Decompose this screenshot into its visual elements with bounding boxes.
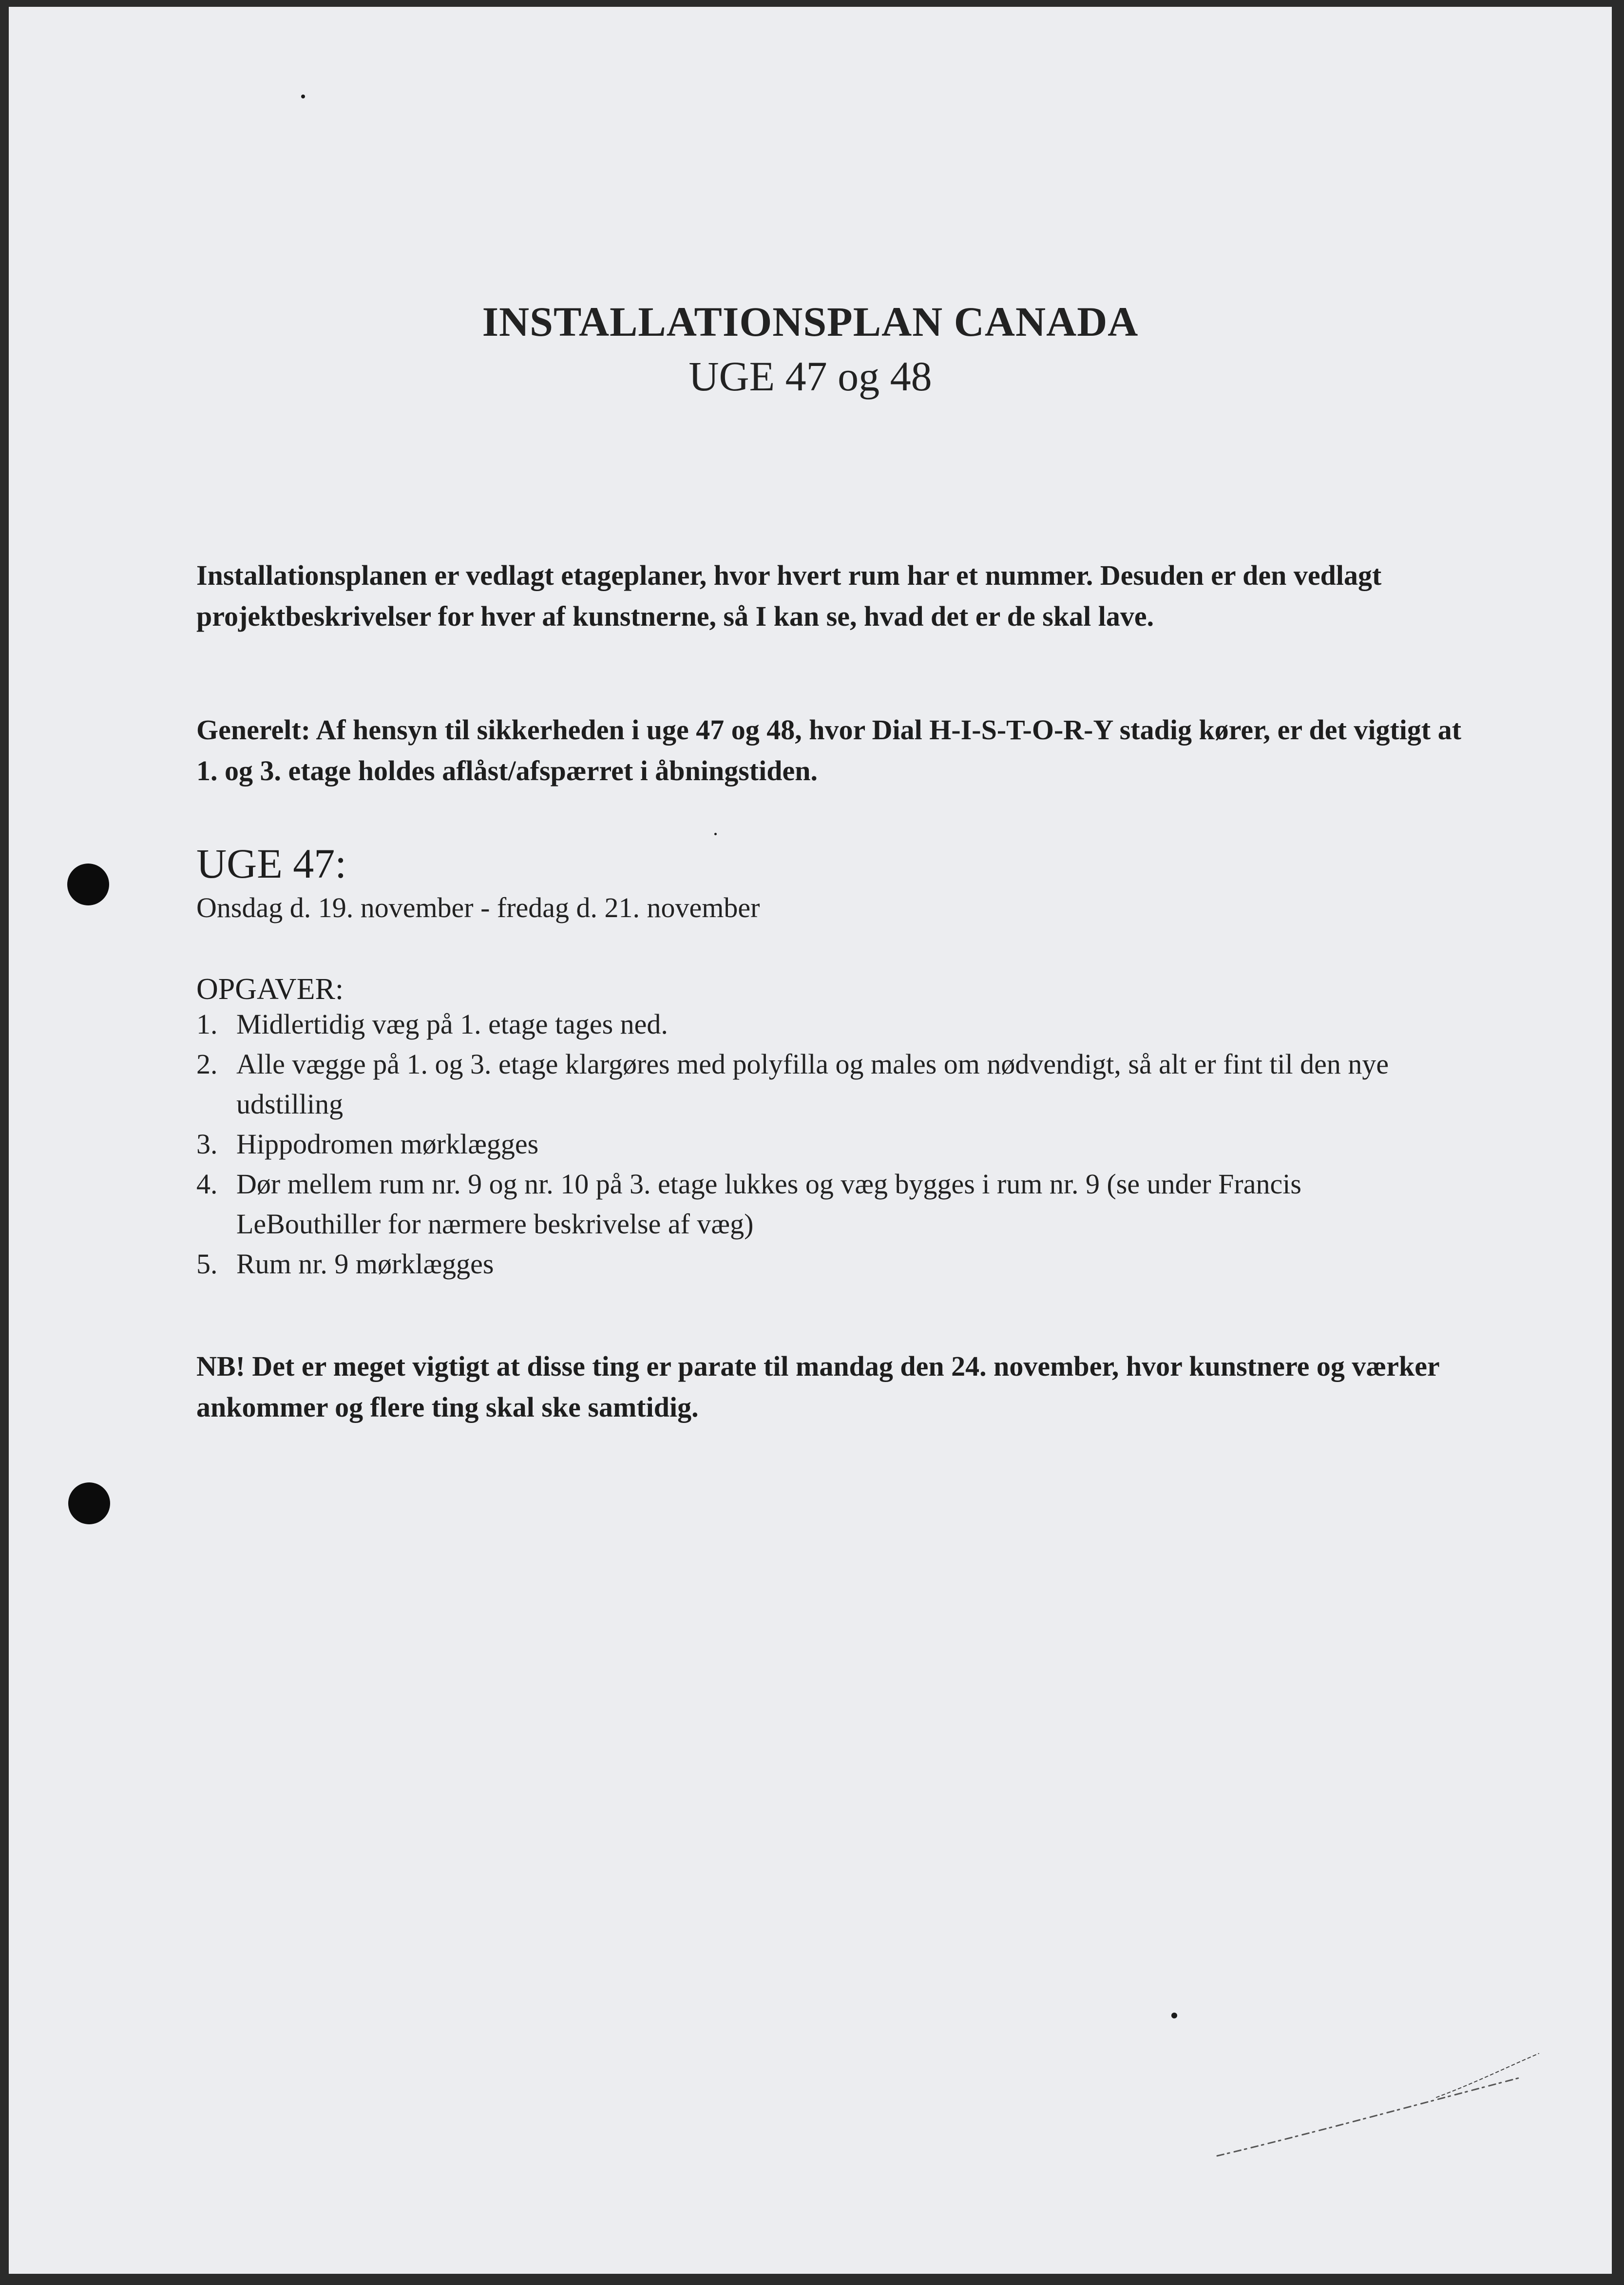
task-item (196, 1124, 1444, 1164)
task-item (196, 1244, 1444, 1284)
paper-speck (1171, 2013, 1177, 2018)
pencil-mark (1203, 2039, 1544, 2166)
task-text: Hippodromen mørklægges (236, 1128, 539, 1160)
paper-speck (714, 833, 717, 835)
task-number: 1. (196, 1008, 218, 1040)
task-text: Midlertidig væg på 1. etage tages ned. (236, 1008, 668, 1040)
nb-note: NB! Det er meget vigtigt at disse ting er parate til mandag den 24. november, hvor kunstnere og værker ankommer og flere ting skal ske samtidig. (196, 1350, 1439, 1423)
paper-speck (301, 95, 305, 98)
task-number: 3. (196, 1128, 218, 1160)
punch-hole (68, 1482, 110, 1524)
general-paragraph: Generelt: Af hensyn til sikkerheden i uge 47 og 48, hvor Dial H-I-S-T-O-R-Y stadig kører, er det vigtigt at 1. og 3. etage holdes aflåst/afspærret i åbningstiden. (196, 714, 1462, 787)
punch-hole (67, 864, 109, 905)
task-item (196, 1004, 1444, 1044)
task-number: 4. (196, 1168, 218, 1200)
task-item (196, 1044, 1444, 1124)
task-text: Alle vægge på 1. og 3. etage klargøres med polyfilla og males om nødvendigt, så alt er fint til den nye udstilling (236, 1048, 1389, 1120)
task-text: Rum nr. 9 mørklægges (236, 1248, 494, 1280)
task-text: Dør mellem rum nr. 9 og nr. 10 på 3. etage lukkes og væg bygges i rum nr. 9 (se under Francis LeBouthiller for nærmere beskrivelse af væg) (236, 1168, 1301, 1240)
task-item (196, 1164, 1444, 1244)
document-subtitle: UGE 47 og 48 (688, 353, 932, 400)
task-number: 2. (196, 1048, 218, 1080)
intro-paragraph: Installationsplanen er vedlagt etageplaner, hvor hvert rum har et nummer. Desuden er den vedlagt projektbeskrivelser for hver af kunstnerne, så I kan se, hvad det er de skal lave. (196, 559, 1382, 632)
document-page (9, 7, 1612, 2274)
task-list (196, 1004, 1444, 1284)
task-number: 5. (196, 1248, 218, 1280)
document-title: INSTALLATIONSPLAN CANADA (482, 298, 1139, 345)
week-heading: UGE 47: (196, 840, 347, 887)
tasks-heading: OPGAVER: (196, 973, 344, 1006)
week-dates: Onsdag d. 19. november - fredag d. 21. november (196, 892, 760, 923)
title-block (9, 294, 1612, 403)
